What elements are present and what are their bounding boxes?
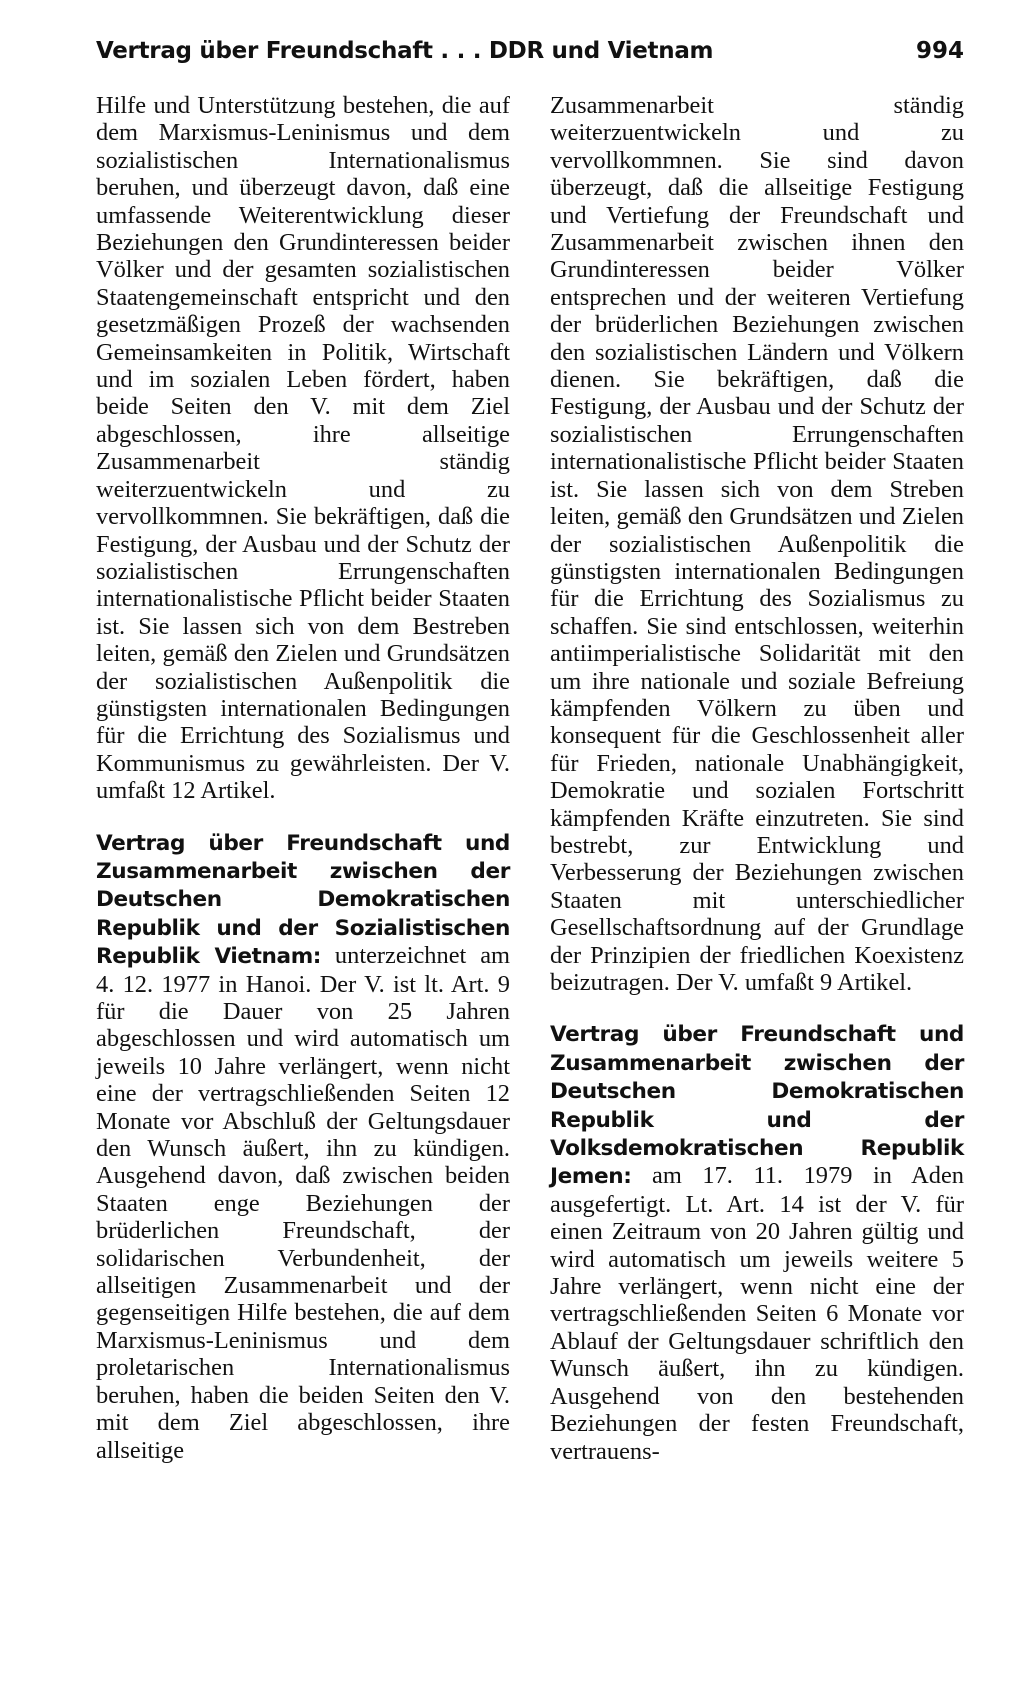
entry-vietnam-title: Vertrag über Freundschaft und Zusammenarbeit zwischen der Deutschen Demokratischen Republik und der Sozialistischen Republik Vietnam: bbox=[96, 830, 510, 970]
right-continuation-paragraph: Zusammenarbeit ständig weiterzuentwickeln und zu vervollkommnen. Sie sind davon überzeugt, daß die allseitige Festigung und Vertiefung der Freundschaft und Zusammenarbeit zwischen ihnen den Grundinteressen beider Völker entsprechen und der weiteren Vertiefung der brüderlichen Beziehungen zwischen den sozialistischen Ländern und Völkern dienen. Sie bekräftigen, daß die Festigung, der Ausbau und der Schutz der sozialistischen Errungenschaften internationalistische Pflicht beider Staaten ist. Sie lassen sich von dem Streben leiten, gemäß den Grundsätzen und Zielen der sozialistischen Außenpolitik die günstigsten internationalen Bedingungen für die Errichtung des Sozialismus zu schaffen. Sie sind entschlossen, weiterhin antiimperialistische Solidarität mit den um ihre nationale und soziale Befreiung kämpfenden Völkern zu üben und konsequent für die Geschlossenheit aller für Frieden, nationale Unabhängigkeit, Demokratie und sozialen Fortschritt kämpfenden Kräfte einzutreten. Sie sind bestrebt, zur Entwicklung und Verbesserung der Beziehungen zwischen Staaten mit unterschiedlicher Gesellschaftsordnung auf der Grundlage der Prinzipien der friedlichen Koexistenz beizutragen. Der V. umfaßt 9 Artikel. bbox=[550, 92, 964, 996]
page-number: 994 bbox=[915, 38, 964, 64]
left-column bbox=[96, 92, 510, 1464]
page-header bbox=[96, 34, 964, 74]
entry-vietnam bbox=[96, 829, 510, 1464]
left-continuation-paragraph: Hilfe und Unterstützung bestehen, die auf dem Marxismus-Leninismus und dem sozialistischen Internationalismus beruhen, und überzeugt davon, daß eine umfassende Weiterentwicklung dieser Beziehungen den Grundinteressen beider Völker und der gesamten sozialistischen Staatengemeinschaft entspricht und den gesetzmäßigen Prozeß der wachsenden Gemeinsamkeiten in Politik, Wirtschaft und im sozialen Leben fördert, haben beide Seiten den V. mit dem Ziel abgeschlossen, ihre allseitige Zusammenarbeit ständig weiterzuentwickeln und zu vervollkommnen. Sie bekräftigen, daß die Festigung, der Ausbau und der Schutz der sozialistischen Errungenschaften internationalistische Pflicht beider Staaten ist. Sie lassen sich von dem Bestreben leiten, gemäß den Zielen und Grundsätzen der sozialistischen Außenpolitik die günstigsten internationalen Bedingungen für die Errichtung des Sozialismus und Kommunismus zu gewährleisten. Der V. umfaßt 12 Artikel. bbox=[96, 92, 510, 805]
running-header-title: Vertrag über Freundschaft . . . DDR und Vietnam bbox=[96, 38, 714, 64]
entry-jemen-body: am 17. 11. 1979 in Aden ausgefertigt. Lt. Art. 14 ist der V. für einen Zeitraum von 20 Jahren gültig und wird automatisch um jeweils weitere 5 Jahre verlängert, wenn nicht eine der vertragschließenden Seiten 6 Monate vor Ablauf der Geltungsdauer schriftlich den Wunsch äußert, ihn zu kündigen. Ausgehend von den bestehenden Beziehungen der festen Freundschaft, vertrauens- bbox=[550, 1162, 964, 1465]
entry-jemen bbox=[550, 1020, 964, 1465]
entry-vietnam-body: unterzeichnet am 4. 12. 1977 in Hanoi. Der V. ist lt. Art. 9 für die Dauer von 25 Jahren abgeschlossen und wird automatisch um jeweils 10 Jahre verlängert, wenn nicht eine der vertragschließenden Seiten 12 Monate vor Abschluß der Geltungsdauer den Wunsch äußert, ihn zu kündigen. Ausgehend davon, daß zwischen beiden Staaten enge Beziehungen der brüderlichen Freundschaft, der solidarischen Verbundenheit, der allseitigen Zusammenarbeit und der gegenseitigen Hilfe bestehen, die auf dem Marxismus-Leninismus und dem proletarischen Internationalismus beruhen, haben die beiden Seiten den V. mit dem Ziel abgeschlossen, ihre allseitige bbox=[96, 942, 510, 1464]
right-column bbox=[550, 92, 964, 1465]
entry-jemen-title: Vertrag über Freundschaft und Zusammenarbeit zwischen der Deutschen Demokratischen Republik und der Volksdemokratischen Republik Jemen: bbox=[550, 1022, 964, 1190]
